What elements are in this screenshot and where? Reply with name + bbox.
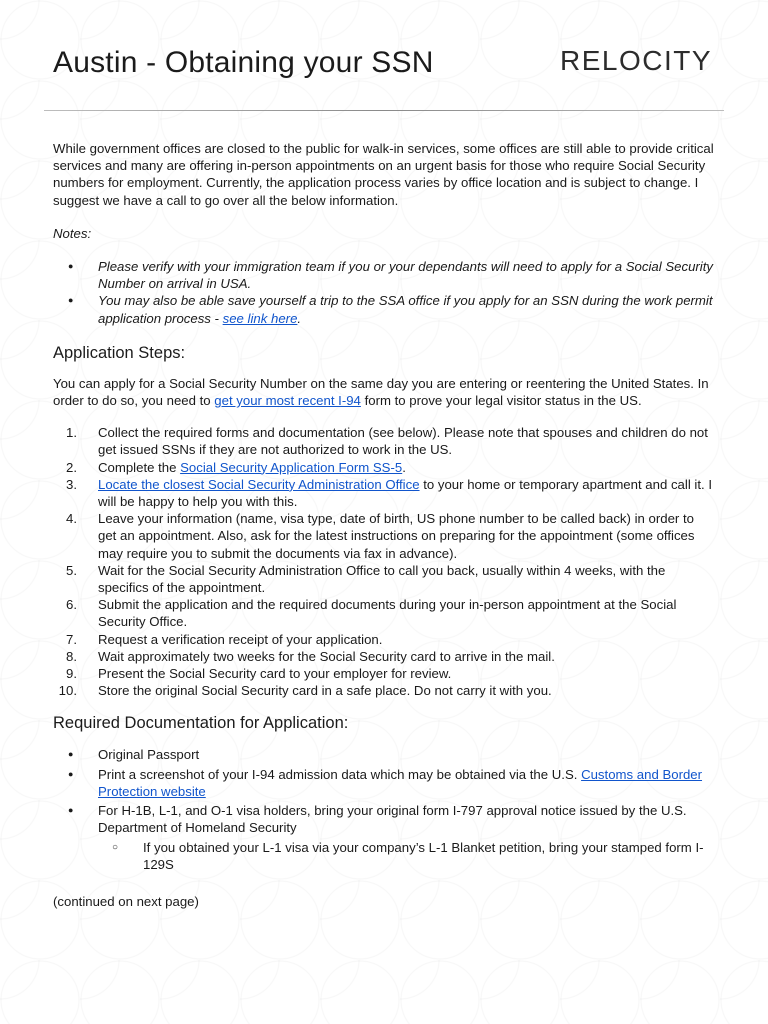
list-item — [53, 746, 715, 763]
notes-list — [53, 258, 715, 327]
application-steps-list — [53, 424, 715, 699]
step-number: 7. — [66, 631, 77, 647]
list-item — [53, 562, 715, 596]
step-number: 3. — [66, 476, 77, 492]
page-title: Austin - Obtaining your SSN — [53, 46, 434, 79]
see-link-here-link[interactable]: see link here — [222, 310, 298, 326]
i94-link[interactable]: get your most recent I-94 — [214, 393, 361, 409]
note-text: You may also be able save yourself a trip to the SSA office if you apply for an SSN during the work permit application process - — [98, 293, 713, 326]
list-item — [53, 258, 715, 292]
step-text: Submit the application and the required documents during your in-person appointment at the Social Security Office. — [98, 597, 677, 630]
step-text: Store the original Social Security card in a safe place. Do not carry it with you. — [98, 683, 552, 699]
application-steps-heading: Application Steps: — [53, 343, 186, 362]
list-item — [53, 766, 715, 800]
note-text: . — [297, 310, 302, 326]
application-intro-text: You can apply for a Social Security Number on the same day you are entering or reentering the United States. In order to do so, you need to — [53, 375, 709, 409]
step-number: 10. — [58, 683, 77, 699]
step-text: . — [402, 459, 406, 475]
step-number: 9. — [66, 666, 77, 682]
step-text: Leave your information (name, visa type, date of birth, US phone number to be called back) in order to get an appointment. Also, ask for the latest instructions on preparing for the appointment (some offices may require you to submit the documents via fax in advance). — [98, 511, 695, 561]
step-text: Present the Social Security card to your employer for review. — [98, 666, 452, 682]
step-text: Wait approximately two weeks for the Social Security card to arrive in the mail. — [98, 648, 555, 664]
document-text: Original Passport — [98, 747, 200, 763]
document-body — [53, 140, 715, 910]
list-item — [53, 459, 715, 476]
step-text: to your home or temporary apartment and call it. I will be happy to help you with this. — [98, 476, 713, 510]
step-text: Complete the — [98, 459, 181, 475]
list-item — [53, 476, 715, 510]
list-item — [53, 424, 715, 458]
list-item — [98, 839, 715, 873]
step-number: 6. — [66, 597, 77, 613]
step-number: 5. — [66, 562, 77, 578]
header-divider — [44, 110, 724, 111]
required-documentation-heading: Required Documentation for Application: — [53, 714, 349, 733]
step-number: 2. — [66, 459, 77, 475]
step-text: Wait for the Social Security Administration Office to call you back, usually within 4 weeks, with the specifics of the appointment. — [98, 562, 666, 596]
required-documents-list — [53, 746, 715, 872]
list-item — [53, 292, 715, 326]
sub-list — [98, 839, 715, 873]
relocity-logo: RELOCITY — [559, 45, 712, 76]
list-item — [53, 802, 715, 873]
notes-label: Notes: — [53, 225, 92, 241]
ss5-form-link[interactable]: Social Security Application Form SS-5 — [180, 459, 403, 475]
step-text: Request a verification receipt of your application. — [98, 631, 383, 647]
document-text: Print a screenshot of your I-94 admission data which may be obtained via the U.S. — [98, 766, 582, 782]
document-text: If you obtained your L-1 visa via your company’s L-1 Blanket petition, bring your stamped form I-129S — [143, 839, 704, 872]
list-item — [53, 596, 715, 630]
step-number: 8. — [66, 648, 77, 664]
step-text: Collect the required forms and documentation (see below). Please note that spouses and children do not get issued SSNs if they are not authorized to work in the US. — [98, 425, 708, 458]
cbp-website-link[interactable]: Customs and Border Protection website — [98, 766, 703, 799]
list-item — [53, 665, 715, 682]
list-item — [53, 510, 715, 562]
locate-ssa-office-link[interactable]: Locate the closest Social Security Administration Office — [98, 476, 420, 492]
list-item — [53, 648, 715, 665]
continued-note: (continued on next page) — [53, 893, 199, 909]
intro-paragraph: While government offices are closed to the public for walk-in services, some offices are still able to provide critical services and many are offering in-person appointments on an urgent basis for those who require Social Security numbers for employment. Currently, the application process varies by office location and is subject to change. I suggest we have a call to go over all the below information. — [53, 141, 714, 208]
application-intro — [53, 375, 715, 409]
step-number: 1. — [66, 425, 77, 441]
document-text: For H-1B, L-1, and O-1 visa holders, bring your original form I-797 approval notice issued by the U.S. Department of Homeland Security — [98, 803, 687, 836]
list-item — [53, 682, 715, 699]
list-item — [53, 631, 715, 648]
step-number: 4. — [66, 511, 77, 527]
note-text: Please verify with your immigration team if you or your dependants will need to apply for a Social Security Number on arrival in USA. — [98, 259, 713, 292]
application-intro-text: form to prove your legal visitor status in the US. — [360, 393, 642, 409]
